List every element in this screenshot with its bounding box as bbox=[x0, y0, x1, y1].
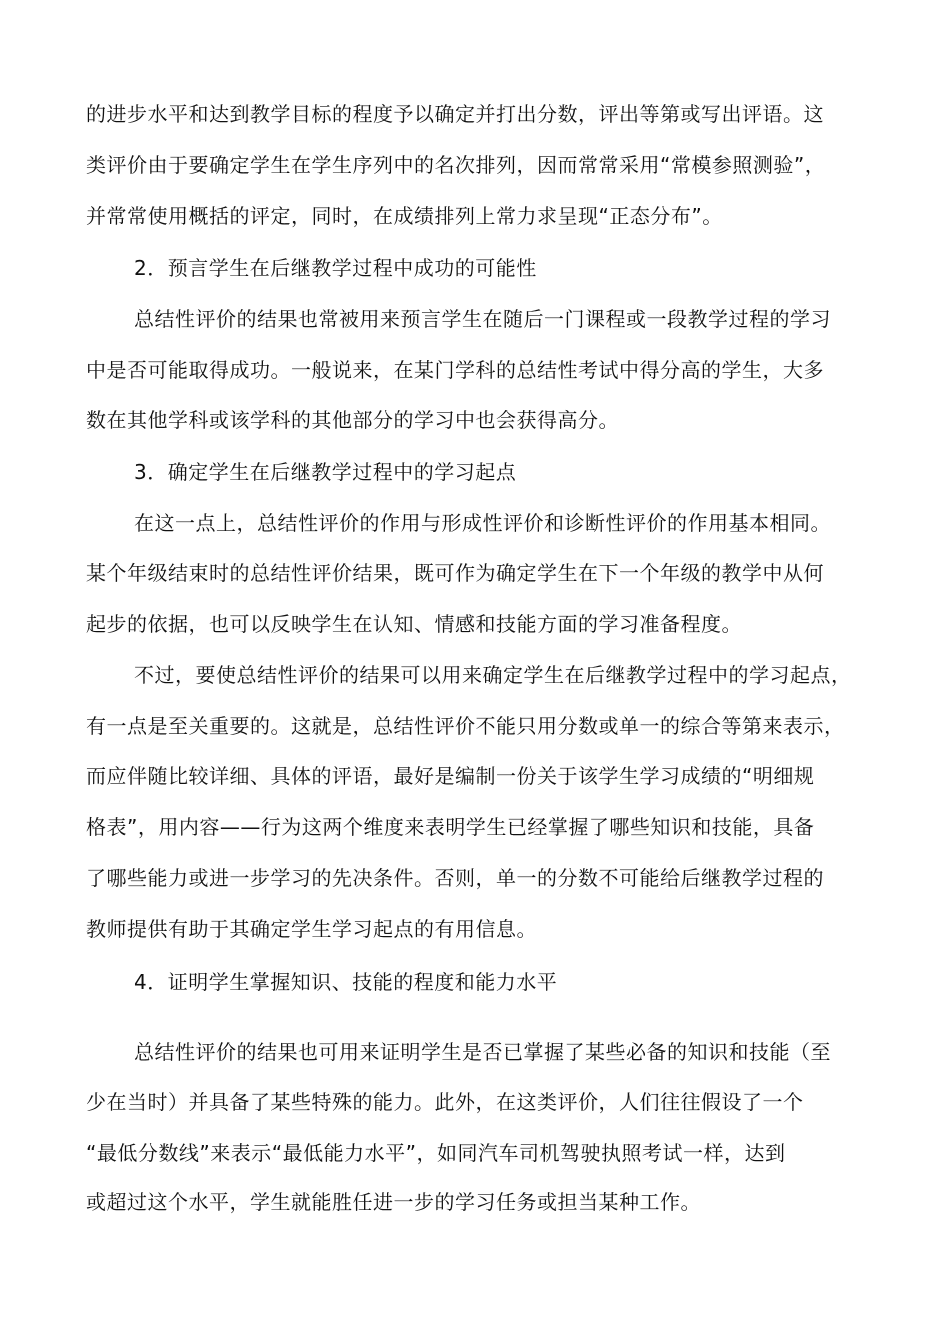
paragraph-line: 并常常使用概括的评定，同时，在成绩排列上常力求呈现“正态分布”。 bbox=[86, 204, 723, 228]
paragraph-line: 在这一点上，总结性评价的作用与形成性评价和诊断性评价的作用基本相同。 bbox=[134, 511, 831, 535]
paragraph-line: 不过，要使总结性评价的结果可以用来确定学生在后继教学过程中的学习起点， bbox=[134, 663, 852, 687]
paragraph-line: 有一点是至关重要的。这就是，总结性评价不能只用分数或单一的综合等第来表示， bbox=[86, 714, 845, 738]
paragraph-line: 了哪些能力或进一步学习的先决条件。否则，单一的分数不可能给后继教学过程的 bbox=[86, 866, 824, 890]
paragraph-line: 中是否可能取得成功。一般说来，在某门学科的总结性考试中得分高的学生，大多 bbox=[86, 358, 824, 382]
paragraph-line: 类评价由于要确定学生在学生序列中的名次排列，因而常常采用“常模参照测验”， bbox=[86, 153, 826, 177]
paragraph-line: 格表”，用内容——行为这两个维度来表明学生已经掌握了哪些知识和技能，具备 bbox=[86, 815, 815, 839]
paragraph-line: 总结性评价的结果也常被用来预言学生在随后一门课程或一段教学过程的学习 bbox=[134, 307, 831, 331]
paragraph-line: 数在其他学科或该学科的其他部分的学习中也会获得高分。 bbox=[86, 408, 619, 432]
section-heading-2: 2．预言学生在后继教学过程中成功的可能性 bbox=[134, 256, 537, 280]
section-heading-4: 4．证明学生掌握知识、技能的程度和能力水平 bbox=[134, 970, 558, 994]
paragraph-line: 或超过这个水平，学生就能胜任进一步的学习任务或担当某种工作。 bbox=[86, 1190, 701, 1214]
paragraph-line: 某个年级结束时的总结性评价结果，既可作为确定学生在下一个年级的教学中从何 bbox=[86, 561, 824, 585]
paragraph-line: 少在当时）并具备了某些特殊的能力。此外，在这类评价，人们往往假设了一个 bbox=[86, 1090, 804, 1114]
paragraph-line: 的进步水平和达到教学目标的程度予以确定并打出分数，评出等第或写出评语。这 bbox=[86, 102, 824, 126]
paragraph-line: “最低分数线”来表示“最低能力水平”，如同汽车司机驾驶执照考试一样，达到 bbox=[86, 1141, 786, 1165]
paragraph-line: 教师提供有助于其确定学生学习起点的有用信息。 bbox=[86, 917, 537, 941]
paragraph-line: 起步的依据，也可以反映学生在认知、情感和技能方面的学习准备程度。 bbox=[86, 612, 742, 636]
section-heading-3: 3．确定学生在后继教学过程中的学习起点 bbox=[134, 460, 517, 484]
paragraph-line: 而应伴随比较详细、具体的评语，最好是编制一份关于该学生学习成绩的“明细规 bbox=[86, 764, 815, 788]
paragraph-line: 总结性评价的结果也可用来证明学生是否已掌握了某些必备的知识和技能（至 bbox=[134, 1040, 831, 1064]
